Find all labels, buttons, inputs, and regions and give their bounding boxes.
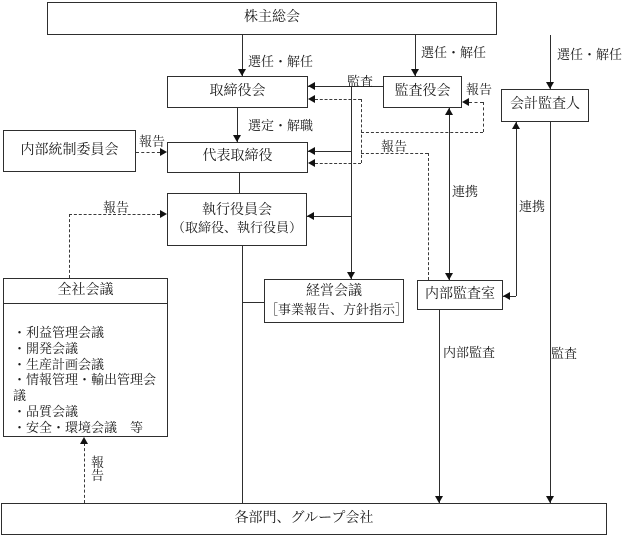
box-departments-group-companies: [1, 503, 607, 535]
label-audit: 監査: [347, 74, 374, 89]
label-internal-audit: 内部監査: [443, 345, 496, 360]
box-label: 内部監査室: [425, 286, 495, 302]
line-audit-trunk: [351, 86, 352, 279]
arrowhead-up-icon: [80, 437, 88, 444]
arrowhead-down-icon: [347, 272, 355, 279]
arrowhead-down-icon: [445, 273, 453, 280]
box-label: 取締役会: [209, 83, 266, 99]
label-audit: 監査: [551, 346, 578, 361]
line-coordination-accountingauditor-vertical: [516, 122, 517, 296]
dashed-report-to-representative: [315, 163, 361, 164]
label-report: 報告: [103, 200, 130, 215]
arrowhead-left-icon: [308, 95, 315, 103]
box-sublabel: ［事業報告、方針指示］: [265, 301, 409, 317]
box-label: 監査役会: [394, 83, 451, 99]
dashed-report-to-board: [315, 99, 361, 100]
arrowhead-left-icon: [308, 147, 315, 155]
line-representative-to-executive: [239, 173, 240, 193]
line-internal-audit-to-departments: [439, 310, 440, 503]
line-branch-to-management-meeting: [242, 302, 264, 303]
box-label: 代表取締役: [202, 149, 273, 165]
line-accounting-audit-to-departments: [550, 122, 551, 503]
arrowhead-down-icon: [233, 135, 241, 142]
dashed-company-meetings-report-vertical: [69, 214, 70, 278]
box-company-wide-meetings: [3, 278, 168, 437]
line-coordination-auditboard-internalaudit: [449, 108, 450, 280]
label-appoint-dismiss: 選任・解任: [421, 45, 487, 60]
box-label: 執行役員会: [202, 202, 272, 218]
arrowhead-right-icon: [160, 210, 167, 218]
list-item: ・利益管理会議: [13, 325, 105, 340]
arrowhead-left-icon: [308, 82, 315, 90]
dashed-departments-report-to-meetings: [84, 443, 85, 503]
dashed-report-branch-vertical: [483, 102, 484, 132]
box-board-of-directors: [167, 76, 308, 108]
arrowhead-down-icon: [546, 82, 554, 89]
company-meetings-list: [13, 325, 165, 436]
box-label: 株主総会: [244, 10, 300, 26]
box-management-meeting: [264, 279, 409, 323]
arrowhead-down-icon: [435, 496, 443, 503]
arrowhead-left-icon: [503, 292, 510, 300]
box-label: 各部門、グループ会社: [234, 510, 374, 526]
box-accounting-auditor: [501, 89, 589, 122]
box-sublabel: （取締役、執行役員）: [171, 220, 302, 236]
dashed-internal-audit-report-vertical: [428, 153, 429, 280]
arrowhead-down-icon: [238, 69, 246, 76]
arrowhead-left-icon: [462, 98, 469, 106]
box-executive-officers-meeting: [167, 193, 307, 246]
arrowhead-left-icon: [307, 212, 314, 220]
label-report: 報告: [381, 139, 408, 154]
list-item: ・安全・環境会議 等: [13, 419, 144, 435]
arrowhead-left-icon: [308, 159, 315, 167]
list-item: ・生産計画会議: [13, 356, 105, 372]
line-shareholders-to-accounting-auditor: [550, 35, 551, 89]
arrowhead-down-icon: [546, 496, 554, 503]
line-executive-to-departments: [242, 246, 243, 503]
box-internal-control-committee: [3, 130, 136, 172]
label-report: 報告: [466, 82, 493, 97]
company-meetings-header: [4, 279, 167, 304]
label-coordination: 連携: [452, 184, 479, 199]
label-appoint-dismiss: 選任・解任: [248, 54, 314, 69]
dashed-report-branch-horizontal: [361, 132, 483, 133]
list-item: ・開発会議: [13, 340, 79, 356]
arrowhead-up-icon: [512, 122, 520, 129]
dashed-internal-control-report: [136, 152, 160, 153]
box-label: 会計監査人: [510, 97, 580, 113]
box-label: 経営会議: [306, 284, 362, 300]
list-item: ・品質会議: [13, 403, 79, 419]
label-appoint-dismiss: 選任・解任: [557, 47, 622, 62]
box-internal-audit-office: [417, 280, 503, 310]
box-label: 全社会議: [57, 282, 114, 298]
label-select-remove: 選定・解職: [248, 118, 314, 133]
box-shareholders-meeting: [47, 2, 497, 35]
box-audit-and-supervisory-board: [383, 76, 462, 108]
label-report: 報告: [139, 134, 166, 149]
list-item: ・情報管理・輸出管理会議: [13, 372, 157, 404]
arrowhead-up-icon: [445, 108, 453, 115]
label-report-vertical: 報告: [91, 455, 105, 483]
dashed-report-to-audit-board: [469, 102, 483, 103]
arrowhead-down-icon: [411, 69, 419, 76]
box-representative-director: [167, 142, 308, 173]
box-label: 内部統制委員会: [20, 142, 119, 158]
label-coordination: 連携: [519, 199, 546, 214]
